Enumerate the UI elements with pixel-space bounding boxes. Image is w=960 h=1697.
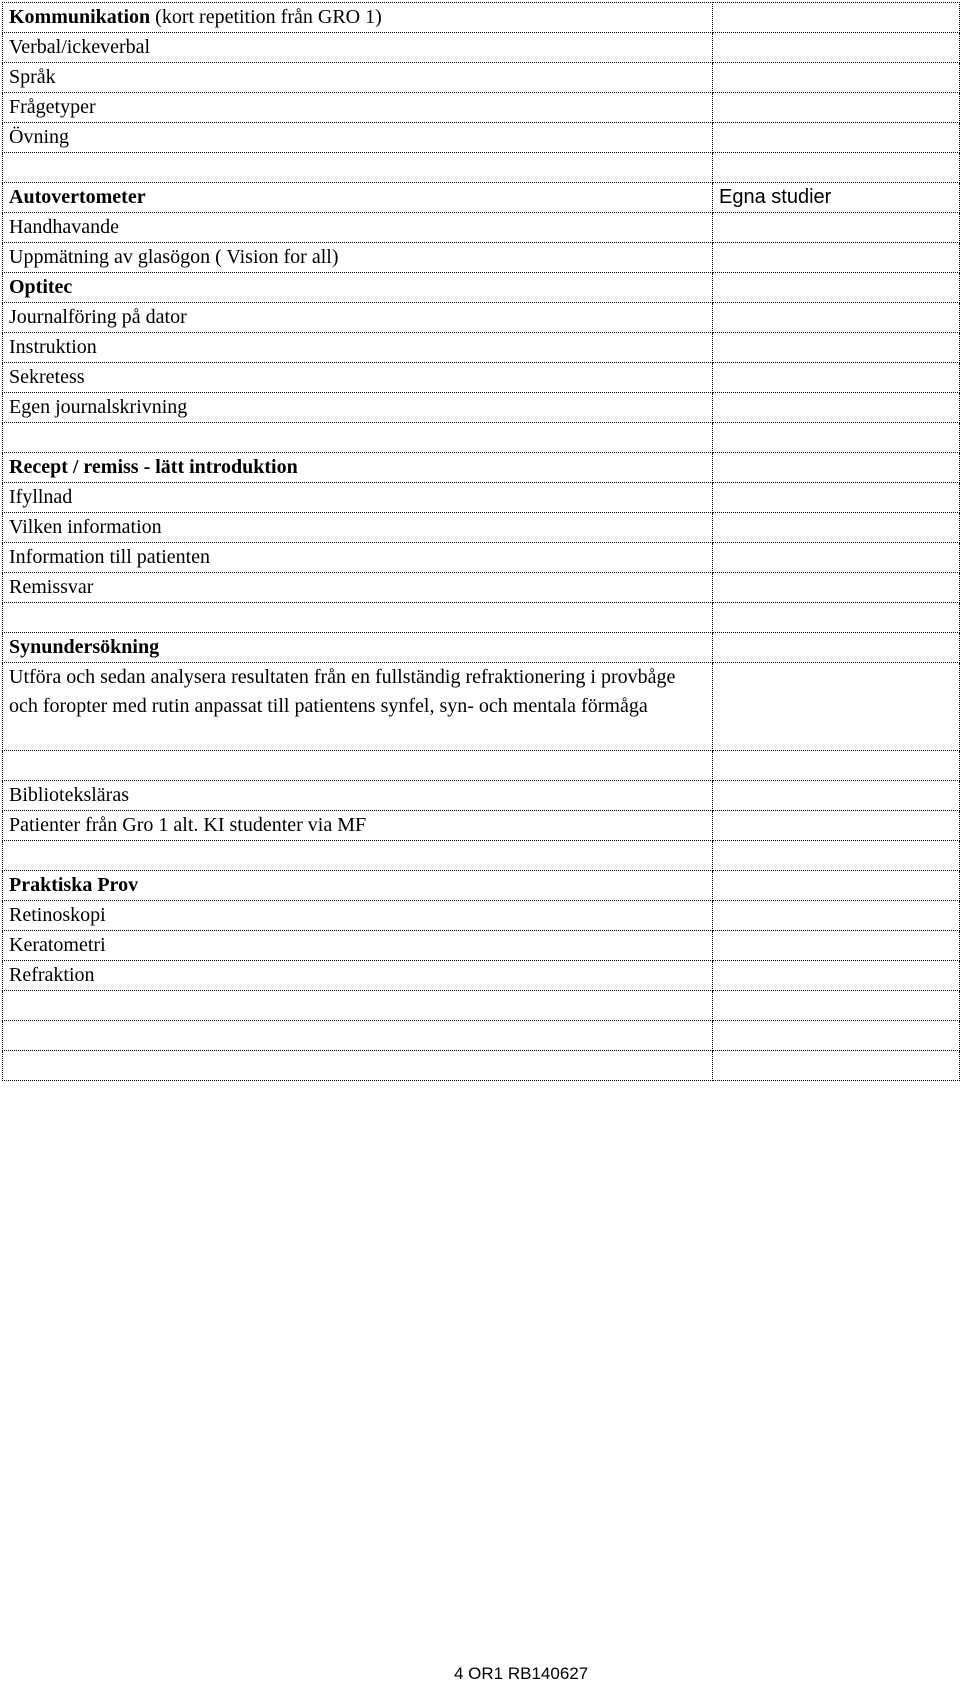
list-item: Övning [3, 123, 713, 153]
table-row [3, 931, 960, 961]
side-cell [713, 931, 960, 961]
side-cell [713, 781, 960, 811]
table-row [3, 243, 960, 273]
list-item: Remissvar [3, 573, 713, 603]
table-row [3, 901, 960, 931]
list-item: Vilken information [3, 513, 713, 543]
list-item: Biblioteksläras [3, 781, 713, 811]
table-row [3, 33, 960, 63]
section-heading-praktiska: Praktiska Prov [3, 871, 713, 901]
side-cell [713, 811, 960, 841]
list-item: Instruktion [3, 333, 713, 363]
empty-row [3, 751, 960, 781]
side-cell [713, 63, 960, 93]
empty-row [3, 1051, 960, 1081]
table-row [3, 543, 960, 573]
synundersokning-description: Utföra och sedan analysera resultaten från en fullständig refraktionering i provbåge och foropter med rutin anpassat till patientens synfel, syn- och mentala förmåga [3, 663, 713, 751]
side-cell [713, 633, 960, 663]
table-row [3, 333, 960, 363]
table-row [3, 3, 960, 33]
list-item: Uppmätning av glasögon ( Vision for all) [3, 243, 713, 273]
side-cell [713, 393, 960, 423]
side-cell [713, 333, 960, 363]
section-heading-recept: Recept / remiss - lätt introduktion [3, 453, 713, 483]
table-row [3, 781, 960, 811]
list-item: Verbal/ickeverbal [3, 33, 713, 63]
list-item: Retinoskopi [3, 901, 713, 931]
table-row [3, 93, 960, 123]
section-heading-optitec: Optitec [3, 273, 713, 303]
table-row [3, 123, 960, 153]
side-cell [713, 363, 960, 393]
side-cell [713, 483, 960, 513]
list-item: Språk [3, 63, 713, 93]
table-row [3, 393, 960, 423]
list-item: Egen journalskrivning [3, 393, 713, 423]
list-item: Information till patienten [3, 543, 713, 573]
table-row [3, 573, 960, 603]
table-row [3, 633, 960, 663]
list-item: Handhavande [3, 213, 713, 243]
side-cell [713, 871, 960, 901]
side-cell [713, 123, 960, 153]
side-cell [713, 901, 960, 931]
list-item: Sekretess [3, 363, 713, 393]
egna-studier-label: Egna studier [713, 183, 960, 213]
table-row [3, 483, 960, 513]
table-row [3, 183, 960, 213]
empty-row [3, 991, 960, 1021]
list-item: Journalföring på dator [3, 303, 713, 333]
section-heading-autovertometer: Autovertometer [3, 183, 713, 213]
course-schedule-table [2, 2, 960, 1081]
table-row [3, 663, 960, 751]
side-cell [713, 33, 960, 63]
side-cell [713, 93, 960, 123]
side-cell [713, 543, 960, 573]
document-code: 4 OR1 RB140627 [454, 1664, 589, 1683]
table-row [3, 273, 960, 303]
side-cell [713, 3, 960, 33]
list-item: Keratometri [3, 931, 713, 961]
side-cell [713, 303, 960, 333]
list-item: Ifyllnad [3, 483, 713, 513]
side-cell [713, 273, 960, 303]
table-row [3, 513, 960, 543]
section-heading-kommunikation: Kommunikation (kort repetition från GRO 1) [3, 3, 713, 33]
table-row [3, 961, 960, 991]
table-row [3, 871, 960, 901]
side-cell [713, 663, 960, 751]
empty-row [3, 1021, 960, 1051]
side-cell [713, 453, 960, 483]
side-cell [713, 243, 960, 273]
side-cell [713, 573, 960, 603]
list-item: Patienter från Gro 1 alt. KI studenter via MF [3, 811, 713, 841]
empty-row [3, 841, 960, 871]
empty-row [3, 603, 960, 633]
side-cell [713, 961, 960, 991]
empty-row [3, 423, 960, 453]
table-row [3, 213, 960, 243]
table-row [3, 453, 960, 483]
list-item: Frågetyper [3, 93, 713, 123]
list-item: Refraktion [3, 961, 713, 991]
side-cell [713, 513, 960, 543]
table-row [3, 811, 960, 841]
section-heading-synundersokning: Synundersökning [3, 633, 713, 663]
table-row [3, 363, 960, 393]
table-row [3, 63, 960, 93]
side-cell [713, 213, 960, 243]
empty-row [3, 153, 960, 183]
table-row [3, 303, 960, 333]
